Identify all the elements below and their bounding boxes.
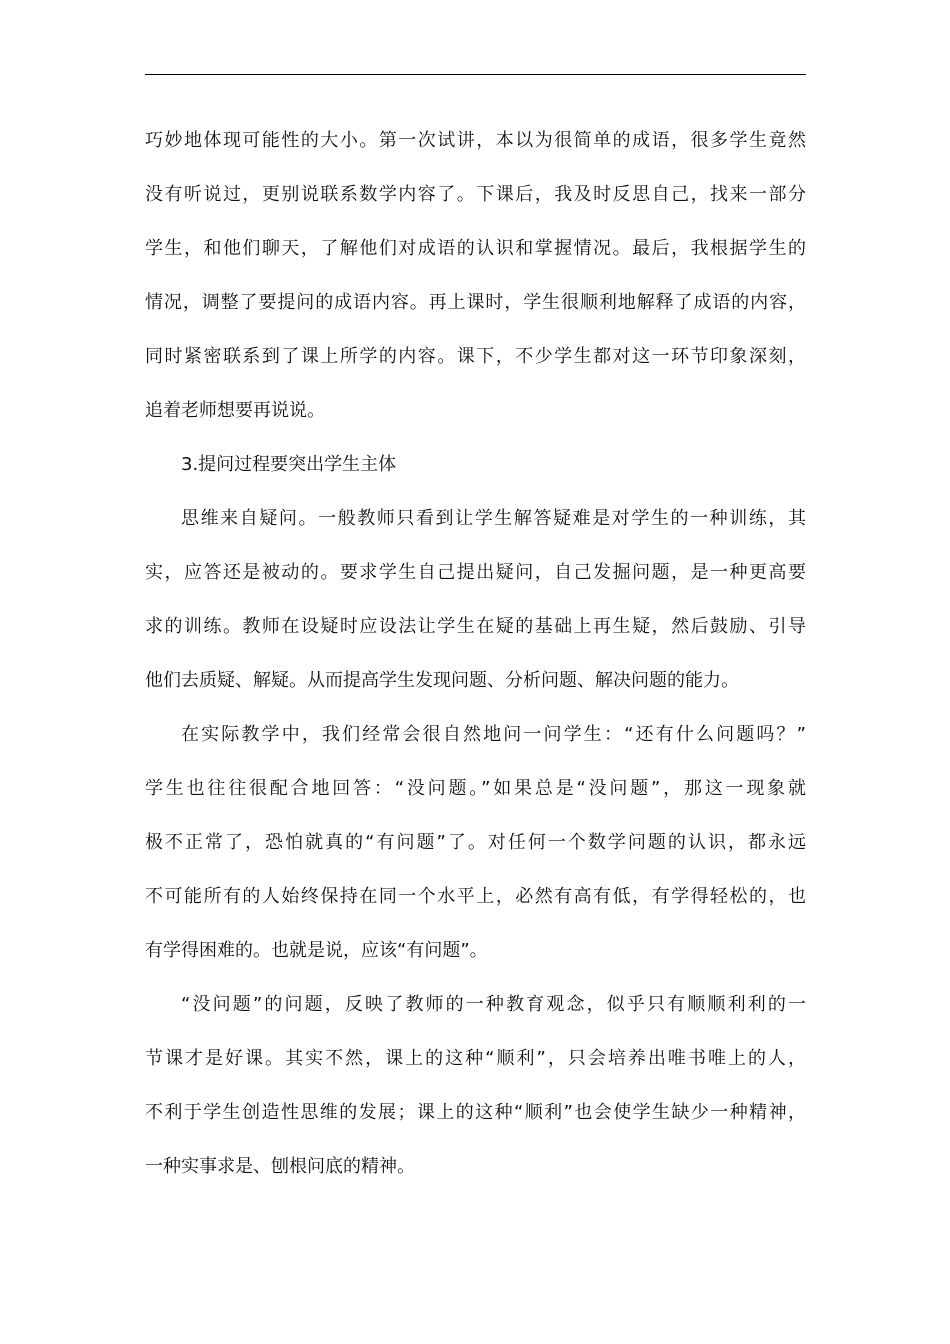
paragraph <box>145 114 806 438</box>
text-line: 节课才是好课。其实不然，课上的这种“顺利”，只会培养出唯书唯上的人， <box>145 1048 806 1069</box>
text-line: 思维来自疑问。一般教师只看到让学生解答疑难是对学生的一种训练，其 <box>181 508 806 529</box>
heading-line: 3.提问过程要突出学生主体 <box>181 454 397 475</box>
text-line: 极不正常了，恐怕就真的“有问题”了。对任何一个数学问题的认识，都永远 <box>145 832 806 853</box>
section-heading <box>145 438 806 492</box>
paragraph <box>145 492 806 708</box>
text-line: 有学得困难的。也就是说，应该“有问题”。 <box>145 940 488 961</box>
text-line: 实，应答还是被动的。要求学生自己提出疑问，自己发掘问题，是一种更高要 <box>145 562 806 583</box>
text-line: 情况，调整了要提问的成语内容。再上课时，学生很顺利地解释了成语的内容， <box>145 292 806 313</box>
text-line: 在实际教学中，我们经常会很自然地问一问学生：“还有什么问题吗？” <box>181 724 806 745</box>
text-line: “没问题”的问题，反映了教师的一种教育观念，似乎只有顺顺利利的一 <box>181 994 806 1015</box>
text-line: 没有听说过，更别说联系数学内容了。下课后，我及时反思自己，找来一部分 <box>145 184 806 205</box>
document-body <box>145 114 806 1194</box>
text-line: 学生，和他们聊天，了解他们对成语的认识和掌握情况。最后，我根据学生的 <box>145 238 806 259</box>
text-line: 一种实事求是、刨根问底的精神。 <box>145 1156 415 1177</box>
paragraph <box>145 978 806 1194</box>
text-line: 不可能所有的人始终保持在同一个水平上，必然有高有低，有学得轻松的，也 <box>145 886 806 907</box>
text-line: 求的训练。教师在设疑时应设法让学生在疑的基础上再生疑，然后鼓励、引导 <box>145 616 806 637</box>
text-line: 学生也往往很配合地回答：“没问题。”如果总是“没问题”，那这一现象就 <box>145 778 806 799</box>
text-line: 他们去质疑、解疑。从而提高学生发现问题、分析问题、解决问题的能力。 <box>145 670 739 691</box>
text-line: 同时紧密联系到了课上所学的内容。课下，不少学生都对这一环节印象深刻， <box>145 346 806 367</box>
text-line: 追着老师想要再说说。 <box>145 400 325 421</box>
header-rule <box>145 74 806 75</box>
text-line: 巧妙地体现可能性的大小。第一次试讲，本以为很简单的成语，很多学生竟然 <box>145 130 806 151</box>
paragraph <box>145 708 806 978</box>
text-line: 不利于学生创造性思维的发展；课上的这种“顺利”也会使学生缺少一种精神， <box>145 1102 806 1123</box>
